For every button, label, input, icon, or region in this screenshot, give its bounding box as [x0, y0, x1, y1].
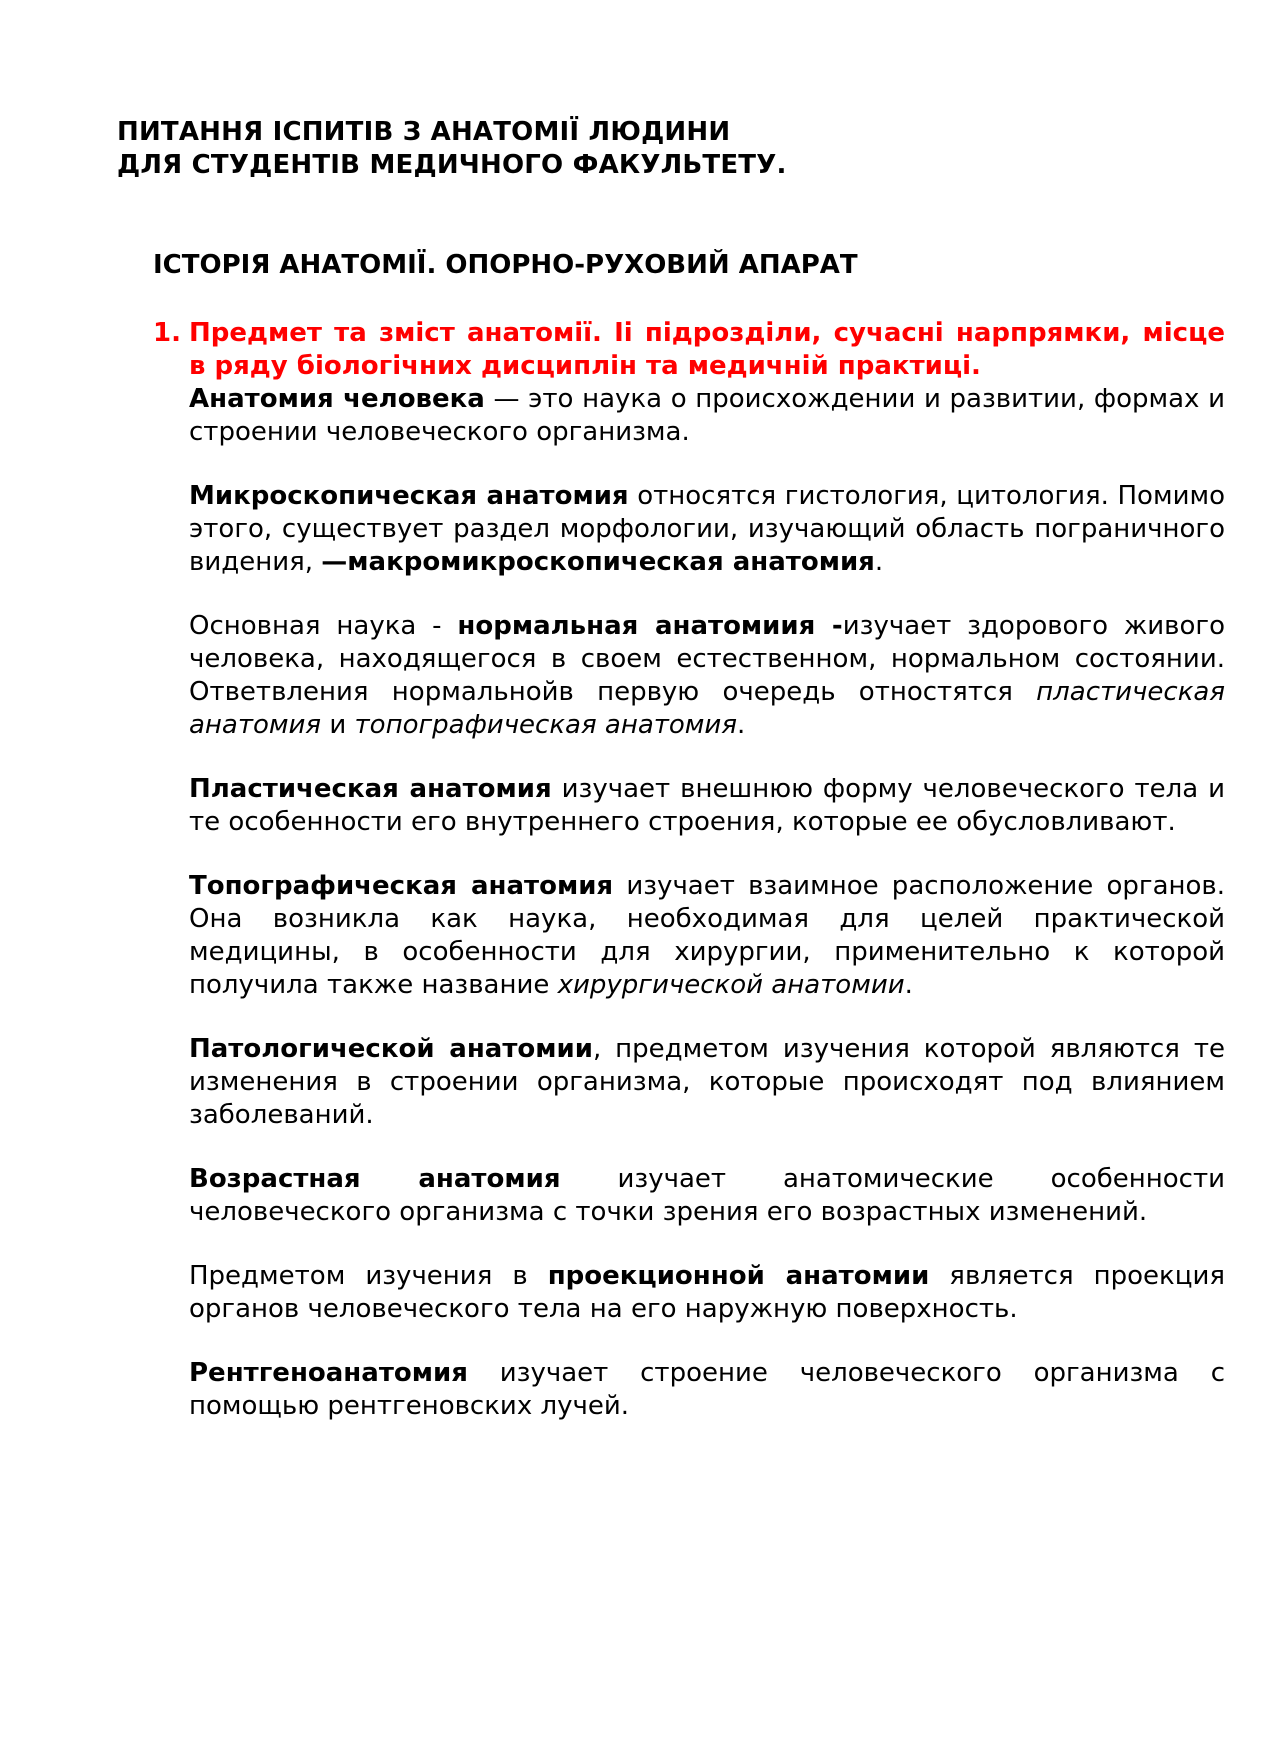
document-title-line-1: ПИТАННЯ ІСПИТІВ З АНАТОМІЇ ЛЮДИНИ [117, 117, 731, 147]
paragraph-plastic-anatomy [189, 773, 1225, 839]
paragraph-text: . [736, 710, 746, 740]
term-pathological-anatomy: Патологической анатомии [189, 1034, 593, 1064]
paragraph-x-ray-anatomy [189, 1357, 1225, 1423]
paragraph-text: изучает анатомические особенности человеческого организма с точки зрения его возрастных изменений. [189, 1164, 1225, 1227]
term-macromicroscopic-anatomy: —макромикроскопическая анатомия [321, 547, 875, 577]
paragraph-text: . [874, 547, 884, 577]
paragraph-text: изучает внешнюю форму человеческого тела и те особенности его внутреннего строения, которые ее обусловливают. [189, 774, 1226, 837]
paragraph-text: Основная наука - [189, 611, 458, 641]
document-title [117, 116, 787, 182]
document-title-line-2: ДЛЯ СТУДЕНТІВ МЕДИЧНОГО ФАКУЛЬТЕТУ. [117, 150, 787, 180]
paragraph-text: изучает здорового живого человека, находящегося в своем естественном, нормальном состоянии. Ответвления нормальнойв первую очередь отностятся [189, 611, 1225, 707]
paragraph-text: является проекция органов человеческого тела на его наружную поверхность. [189, 1261, 1225, 1324]
term-x-ray-anatomy: Рентгеноанатомия [189, 1358, 468, 1388]
term-plastic-anatomy-italic: пластическая анатомия [189, 677, 1225, 740]
paragraph-topographic-anatomy [189, 870, 1225, 1002]
term-human-anatomy: Анатомия человека [189, 384, 485, 414]
paragraph-human-anatomy [189, 383, 1225, 449]
question-number: 1. [153, 318, 181, 348]
paragraph-text: и [321, 710, 355, 740]
term-surgical-anatomy-italic: хирургической анатомии [557, 970, 905, 1000]
term-projection-anatomy: проекционной анатомии [547, 1261, 930, 1291]
term-age-anatomy: Возрастная анатомия [189, 1164, 561, 1194]
paragraph-text: . [904, 970, 913, 1000]
paragraph-text: Предметом изучения в [189, 1261, 548, 1291]
paragraph-text: относятся гистология, цитология. Помимо этого, существует раздел морфологии, изучающий область пограничного видения, [189, 481, 1225, 577]
paragraph-text: изучает взаимное расположение органов. Она возникла как наука, необходимая для целей практической медицины, в особенности для хирургии, применительно к которой получила также название [189, 871, 1225, 1000]
term-topographic-anatomy: Топографическая анатомия [189, 871, 614, 901]
paragraph-projection-anatomy [189, 1260, 1225, 1326]
question-item [153, 317, 1225, 383]
section-heading: ІСТОРІЯ АНАТОМІЇ. ОПОРНО-РУХОВИЙ АПАРАТ [153, 250, 858, 280]
question-text: Предмет та зміст анатомії. Іі підрозділи, сучасні нарпрямки, місце в ряду біологічних дисциплін та медичній практиці. [189, 318, 1225, 381]
paragraph-text: , предметом изучения которой являются те изменения в строении организма, которые происходят под влиянием заболеваний. [189, 1034, 1225, 1130]
paragraph-text: изучает строение человеческого организма с помощью рентгеновских лучей. [189, 1358, 1225, 1421]
term-microscopic-anatomy: Микроскопическая анатомия [189, 481, 629, 511]
paragraph-microscopic-anatomy [189, 480, 1225, 579]
paragraph-normal-anatomy [189, 610, 1225, 742]
paragraph-pathological-anatomy [189, 1033, 1225, 1132]
answer-body [189, 383, 1225, 1454]
paragraph-text: — это наука о происхождении и развитии, формах и строении человеческого организма. [189, 384, 1225, 447]
term-normal-anatomy: нормальная анатомиия - [457, 611, 843, 641]
term-plastic-anatomy: Пластическая анатомия [189, 774, 552, 804]
term-topographic-anatomy-italic: топографическая анатомия [354, 710, 737, 740]
paragraph-age-anatomy [189, 1163, 1225, 1229]
